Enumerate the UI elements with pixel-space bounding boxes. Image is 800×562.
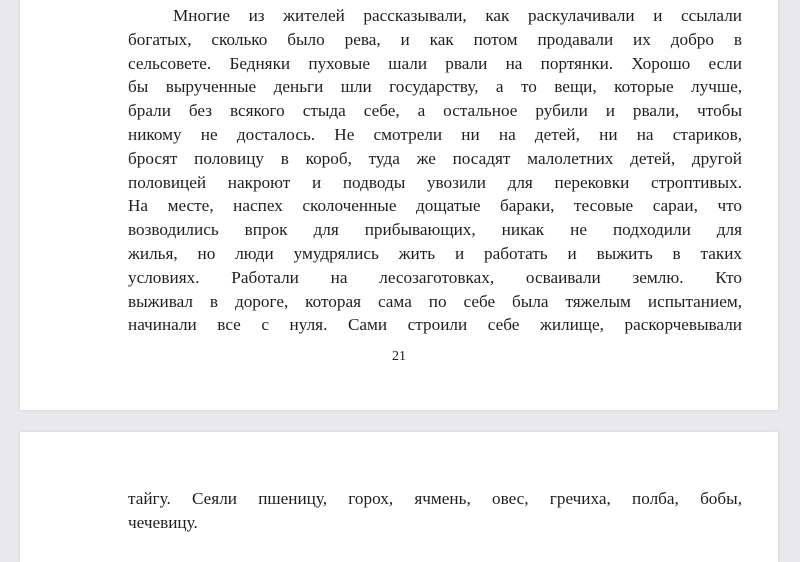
page-number: 21	[392, 349, 406, 364]
document-page-21	[20, 0, 778, 410]
text-line: выживал в дороге, которая сама по себе была тяжелым испытанием,	[128, 291, 742, 311]
text-line: возводились впрок для прибывающих, никак не подходили для	[128, 220, 742, 240]
text-line: богатых, сколько было рева, и как потом продавали их добро в	[128, 29, 742, 49]
text-line: сельсовете. Бедняки пуховые шали рвали на портянки. Хорошо если	[128, 53, 742, 73]
text-line: начинали все с нуля. Сами строили себе жилище, раскорчевывали	[128, 315, 742, 335]
text-line: Многие из жителей рассказывали, как раскулачивали и ссылали	[173, 6, 742, 25]
text-line: На месте, наспех сколоченные дощатые бараки, тесовые сараи, что	[128, 196, 742, 216]
text-line: тайгу. Сеяли пшеницу, горох, ячмень, овес, гречиха, полба, бобы,	[128, 489, 742, 508]
text-line: чечевицу.	[128, 512, 198, 532]
document-page-next	[20, 432, 778, 562]
text-line: половицей накроют и подводы увозили для перековки строптивых.	[128, 172, 742, 192]
text-line: брали без всякого стыда себе, а остальное рубили и рвали, чтобы	[128, 101, 742, 121]
page-text	[128, 4, 742, 337]
page-text	[128, 487, 742, 535]
text-line: никому не досталось. Не смотрели ни на детей, ни на стариков,	[128, 124, 742, 144]
text-line: бы вырученные деньги шли государству, а то вещи, которые лучше,	[128, 77, 742, 97]
text-line: бросят половицу в короб, туда же посадят малолетних детей, другой	[128, 148, 742, 168]
text-line: условиях. Работали на лесозаготовках, осваивали землю. Кто	[128, 267, 742, 287]
text-line: жилья, но люди умудрялись жить и работать и выжить в таких	[128, 243, 742, 263]
